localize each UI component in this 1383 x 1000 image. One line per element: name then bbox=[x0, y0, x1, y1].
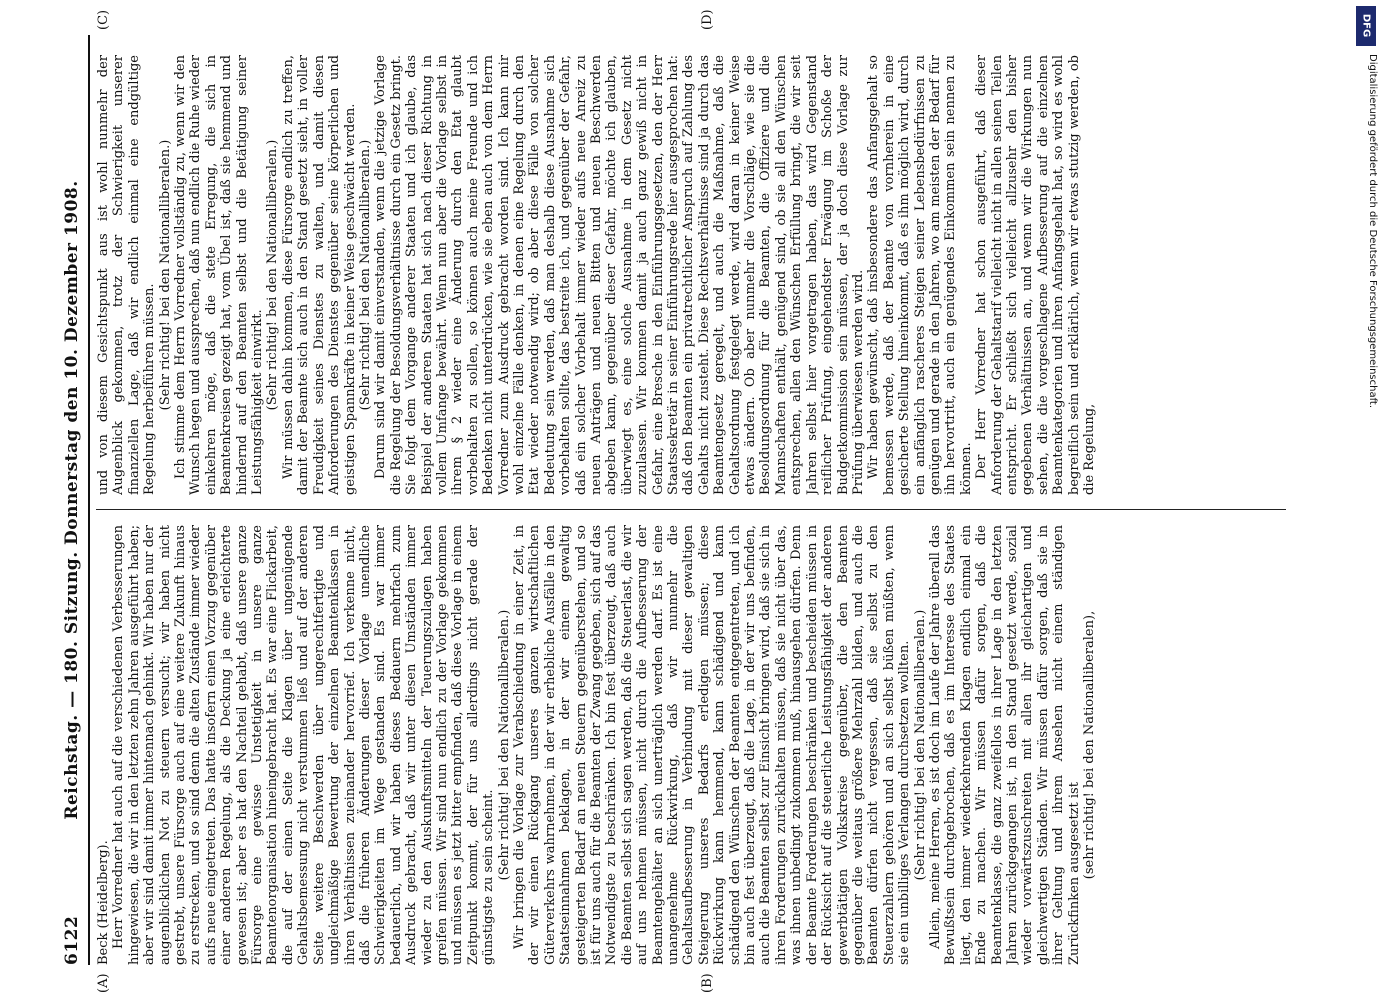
interjection: (Sehr richtig! bei den Nationalliberalen.) bbox=[265, 139, 281, 411]
page-number: 6122 bbox=[62, 915, 82, 965]
dfg-logo: DFG bbox=[1356, 6, 1376, 46]
header-rule bbox=[88, 35, 90, 965]
left-column bbox=[96, 525, 1296, 965]
interjection: (Sehr richtig! bei den Nationalliberalen.) bbox=[496, 609, 512, 881]
paragraph: Herr Vorredner hat auch auf die verschiedenen Verbesserungen hingewiesen, die wir in den letzten zehn Jahren ausgeführt haben; aber wir sind damit immer hintennach gehinkt. Wir haben nur der augenblicklichen Not zu steuern versucht; wir haben nicht gestrebt, unsere Fürsorge auch auf eine weitere Zukunft hinaus zu erstrecken, und so sind denn die alten Zustände immer wieder aufs neue eingetreten. Das hatte insofern einen Vorzug gegenüber einer anderen Regelung, als die Deckung ja eine erleichterte gewesen ist; aber es hat den Nachteil gehabt, daß unsere ganze Fürsorge eine gewisse Unstetigkeit in unsere ganze Beamtenorganisation hineingebracht hat. Es war eine Flickarbeit, die auf der einen Seite die Klagen über ungenügende Gehaltsbemessung nicht verstummen ließ und auf der anderen Seite weitere Beschwerden über ungerechtfertigte und ungleichmäßige Bewertung der einzelnen Beamtenklassen in ihren Verhältnissen zueinander hervorrief. Ich verkenne nicht, daß die früheren Änderungen dieser Vorlage unendliche Schwierigkeiten im Wege gestanden sind. Es war immer bedauerlich, und wir haben dieses Bedauern mehrfach zum Ausdruck gebracht, daß wir unter diesen Umständen immer wieder zu den Auskunftsmitteln der Teuerungszulagen haben greifen müssen. Wir sind nun endlich zu der Vorlage gekommen und müssen es jetzt bitter empfinden, daß diese Vorlage in einem Zeitpunkt kommt, der für uns allerdings nicht gerade der günstigste zu sein scheint. bbox=[111, 525, 497, 965]
paragraph: Ich stimme dem Herrn Vorredner vollständig zu, wenn wir den Wunsch hegen und aussprechen, daß nun endlich die Ruhe wieder einkehren möge, daß die stete Erregung, die sich in Beamtenkreisen gezeigt hat, vom Übel ist, daß sie hemmend und hindernd auf den Beamten selbst und die Betätigung seiner Leistungsfähigkeit einwirkt. bbox=[173, 55, 266, 495]
interjection: (Sehr richtig! bei den Nationalliberalen.) bbox=[912, 609, 928, 881]
paragraph: Wir müssen dahin kommen, diese Fürsorge endlich zu treffen, damit der Beamte sich auch in den Stand gesetzt sieht, in voller Freudigkeit seines Dienstes zu walten, und damit diesen Anforderungen des Dienstes gegenüber seine körperlichen und geistigen Spannkräfte in keiner Weise geschwächt werden. bbox=[280, 55, 358, 495]
interjection: (Sehr richtig! bei den Nationalliberalen.) bbox=[157, 139, 173, 411]
margin-marker-b: (B) bbox=[700, 973, 715, 993]
page-header bbox=[60, 35, 84, 965]
paragraph: und von diesem Gesichtspunkt aus ist wohl nunmehr der Augenblick gekommen, trotz der Schwierigkeit unserer finanziellen Lage, daß wir endlich einmal eine endgültige Regelung herbeiführen müssen. bbox=[96, 55, 158, 495]
right-column bbox=[96, 55, 1296, 495]
rotated-document bbox=[60, 9, 1310, 993]
margin-marker-d: (D) bbox=[700, 9, 715, 30]
interjection: (Sehr richtig! bei den Nationalliberalen.) bbox=[357, 139, 373, 411]
paragraph: Der Herr Vorredner hat schon ausgeführt, daß dieser Anforderung der Gehaltstarif vielleicht nicht in allen seinen Teilen entspricht. Er schließt sich vielleicht allzusehr den bisher gegebenen Verhältnissen an, und wenn wir die Wirkungen nun sehen, die die vorgeschlagene Aufbesserung auf die einzelnen Beamtenkategorien und ihren Anfangsgehalt hat, so wird es wohl begreiflich sein und erklärlich, wenn wir etwas stutzig werden, ob die Regelung, bbox=[974, 55, 1097, 495]
credit-text: Digitalisierung gefördert durch die Deutsche Forschungsgemeinschaft. bbox=[1367, 54, 1378, 409]
paragraph: Wir haben gewünscht, daß insbesondere das Anfangsgehalt so bemessen werde, daß der Beamte von vornherein in eine gesicherte Stellung hineinkommt, daß es ihm möglich wird, durch ein anfänglich rascheres Steigen seiner Lebensbedürfnissen zu genügen und gerade in den Jahren, wo am meisten der Bedarf für ihn hervortritt, auch ein genügendes Einkommen sein nennen zu können. bbox=[866, 55, 974, 495]
interjection: (sehr richtig! bei den Nationalliberalen), bbox=[1082, 610, 1097, 880]
running-title: Reichstag. — 180. Sitzung. Donnerstag den 10. Dezember 1908. bbox=[62, 180, 82, 820]
speaker-name: Beck (Heidelberg). bbox=[96, 840, 111, 965]
column-divider bbox=[96, 509, 1286, 510]
paragraph: Darum sind wir damit einverstanden, wenn die jetzige Vorlage die Regelung der Besoldungsverhältnisse durch ein Gesetz bringt. Sie folgt dem Vorgange anderer Staaten und ich glaube, das Beispiel der anderen Staaten hat sich nach dieser Richtung in vollem Umfange bewährt. Wenn nun aber die Vorlage selbst in ihrem § 2 wieder eine Änderung durch den Etat glaubt vorbehalten zu sollen, so können auch meine Freunde und ich Bedenken nicht unterdrücken, wie sie eben auch von dem Herrn Vorredner zum Ausdruck gebracht worden sind. Ich kann mir wohl einzelne Fälle denken, in denen eine Regelung durch den Etat wieder notwendig wird; ob aber diese Fälle von solcher Bedeutung sein werden, daß man deshalb diese Ausnahme sich vorbehalten sollte, das bestreite ich, und gegenüber der Gefahr, daß ein solcher Vorbehalt immer wieder aufs neue Anreiz zu neuen Anträgen und neuen Bitten und neuen Beschwerden abgeben kann, gegenüber dieser Gefahr, möchte ich glauben, überwiegt es, eine solche Ausnahme in dem Gesetz nicht zuzulassen. Wir kommen damit ja auch ganz gewiß nicht in Gefahr, eine Bresche in den Einführungsgesetzen, den der Herr Staatssekretär in seiner Einführungsrede hier ausgesprochen hat: daß den Beamten ein privatrechtlicher Anspruch auf Zahlung des Gehalts nicht zusteht. Diese Rechtsverhältnisse sind ja durch das Beamtengesetz geregelt, und auch die Maßnahme, daß die Gehaltsordnung festgelegt werde, wird daran in keiner Weise etwas ändern. Ob aber nunmehr die Vorschläge, wie sie die Besoldungsordnung für die Beamten, die Offiziere und die Mannschaften enthält, genügend sind, ob sie all den Wünschen entsprechen, allen den Wünschen Erfüllung bringt, die wir seit Jahren selbst hier vorgetragen haben, das wird Gegenstand reiflicher Prüfung, eingehendster Erwägung im Schoße der Budgetkommission sein müssen, der ja doch diese Vorlage zur Prüfung überwiesen werden wird. bbox=[373, 55, 866, 495]
digitization-credit bbox=[1356, 6, 1378, 726]
paragraph: Allein, meine Herren, es ist doch im Laufe der Jahre überall das Bewußtsein durchgebrochen, daß es im Interesse des Staates liegt, den immer wiederkehrenden Klagen endlich einmal ein Ende zu machen. Wir müssen dafür sorgen, daß die Beamtenklasse, die ganz zweifellos in ihrer Lage in den letzten Jahren zurückgegangen ist, in den Stand gesetzt werde, sozial wieder vorwärtszuschreiten mit allen ihr gleichartigen und gleichwertigen Ständen. Wir müssen dafür sorgen, daß sie in ihrer Geltung und ihrem Ansehen nicht einem ständigen Zurückfinken ausgesetzt ist bbox=[927, 525, 1082, 965]
margin-marker-c: (C) bbox=[96, 9, 111, 30]
paragraph: Wir bringen die Vorlage zur Verabschiedung in einer Zeit, in der wir einen Rückgang unseres ganzen wirtschaftlichen Güterverkehrs wahrnehmen, in der wir erhebliche Ausfälle in den Staatseinnahmen beklagen, in der wir einem gewaltig gesteigerten Bedarf an neuen Steuern gegenüberstehen, und so ist für uns auch für die Beamten der Zwang gegeben, sich auf das Notwendigste zu beschränken. Ich bin fest überzeugt, daß auch die Beamten selbst sich sagen werden, daß die Steuerlast, die wir auf uns nehmen müssen, nicht durch die Aufbesserung der Beamtengehälter an sich unerträglich werden darf. Es ist eine unangenehme Rückwirkung, daß wir nunmehr die Gehaltsaufbesserung in Verbindung mit dieser gewaltigen Steigerung unseres Bedarfs erledigen müssen; diese Rückwirkung kann hemmend, kann schädigend und kann schädigend den Wünschen der Beamten entgegentreten, und ich bin auch fest überzeugt, daß die Lage, in der wir uns befinden, auch die Beamten selbst zur Einsicht bringen wird, daß sie sich in ihren Forderungen zurückhalten müssen, daß sie nicht über das, was ihnen unbedingt zukommen muß, hinausgehen dürfen. Denn der Beamte Forderungen beschränken und bescheiden müssen in der Rücksicht auf die steuerliche Leistungsfähigkeit der anderen gewerbtätigen Volkskreise gegenüber, die den Beamten gegenüber die weitaus größere Mehrzahl bilden, und auch die Beamten dürfen nicht vergessen, daß sie selbst zu den Steuerzahlern gehören und an sich selbst büßen müßten, wenn sie ein unbilliges Verlangen durchsetzen wollten. bbox=[511, 525, 913, 965]
margin-marker-a: (A) bbox=[96, 973, 111, 993]
